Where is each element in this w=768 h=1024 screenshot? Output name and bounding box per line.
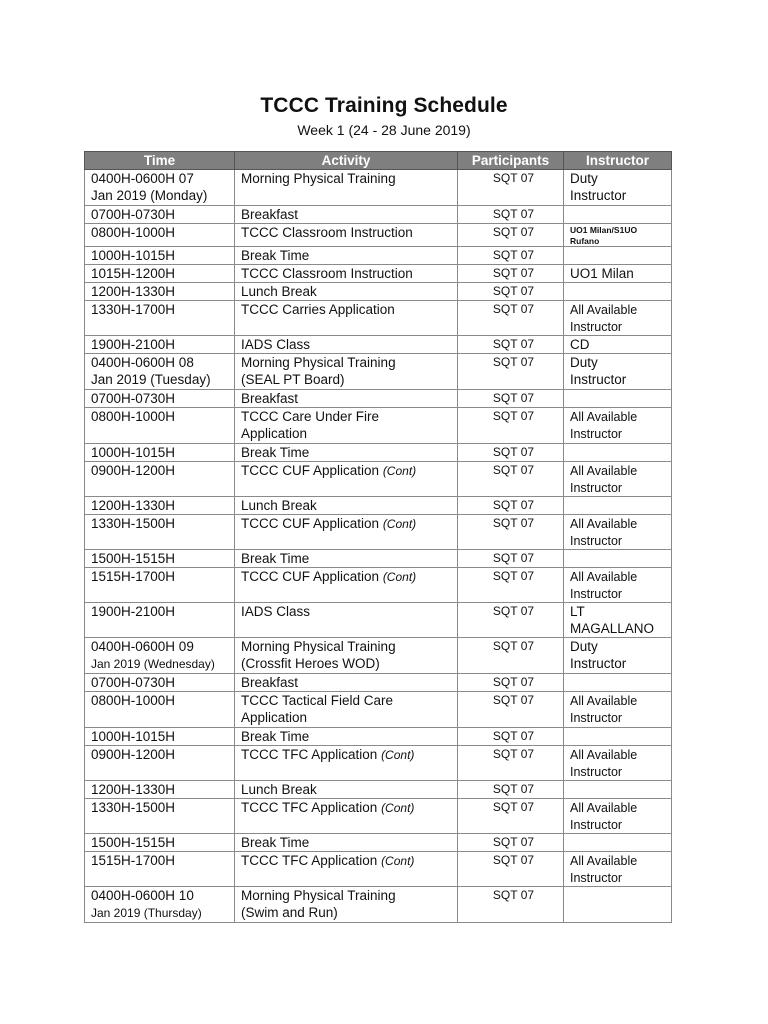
instructor-cell bbox=[564, 408, 672, 444]
table-row bbox=[85, 301, 672, 336]
participants-cell: SQT 07 bbox=[458, 497, 564, 515]
table-row bbox=[85, 497, 672, 515]
time-text: 1330H-1500H bbox=[91, 516, 176, 531]
activity-cont-note: (Cont) bbox=[382, 570, 417, 584]
activity-detail-text: (Swim and Run) bbox=[241, 905, 338, 920]
activity-text: TCCC TFC Application bbox=[241, 800, 378, 815]
table-row bbox=[85, 852, 672, 887]
schedule-table bbox=[84, 151, 672, 923]
instructor-cell bbox=[564, 301, 672, 336]
activity-text: TCCC Classroom Instruction bbox=[241, 266, 413, 281]
time-text: 1330H-1700H bbox=[91, 302, 176, 317]
instructor-text: All Available bbox=[570, 570, 638, 584]
table-row bbox=[85, 834, 672, 852]
activity-text: Morning Physical Training bbox=[241, 888, 396, 903]
time-cell bbox=[85, 354, 235, 390]
instructor-text-line2: Instructor bbox=[570, 372, 627, 387]
instructor-text: All Available bbox=[570, 464, 638, 478]
instructor-cell bbox=[564, 674, 672, 692]
time-cell bbox=[85, 444, 235, 462]
participants-cell: SQT 07 bbox=[458, 247, 564, 265]
instructor-text-line2: Instructor bbox=[570, 587, 623, 601]
time-text: 0700H-0730H bbox=[91, 675, 176, 690]
instructor-cell bbox=[564, 497, 672, 515]
table-row bbox=[85, 247, 672, 265]
participants-cell: SQT 07 bbox=[458, 852, 564, 887]
activity-cell bbox=[235, 781, 458, 799]
activity-cont-note: (Cont) bbox=[381, 801, 415, 815]
activity-cell bbox=[235, 283, 458, 301]
instructor-cell bbox=[564, 390, 672, 408]
instructor-text-line2: Instructor bbox=[570, 818, 623, 832]
table-row bbox=[85, 746, 672, 781]
time-cell bbox=[85, 247, 235, 265]
time-cell bbox=[85, 408, 235, 444]
participants-cell: SQT 07 bbox=[458, 462, 564, 497]
instructor-text: UO1 Milan/S1UO bbox=[570, 225, 638, 235]
table-row bbox=[85, 265, 672, 283]
column-header-activity: Activity bbox=[235, 152, 458, 170]
time-text: 1200H-1330H bbox=[91, 782, 176, 797]
table-row bbox=[85, 638, 672, 674]
instructor-cell bbox=[564, 568, 672, 603]
participants-cell: SQT 07 bbox=[458, 550, 564, 568]
activity-text: TCCC TFC Application bbox=[241, 747, 378, 762]
instructor-text: All Available bbox=[570, 694, 638, 708]
time-text: 0800H-1000H bbox=[91, 225, 176, 240]
activity-cell bbox=[235, 224, 458, 247]
document-subtitle: Week 1 (24 - 28 June 2019) bbox=[297, 122, 471, 138]
activity-text: TCCC Carries Application bbox=[241, 302, 395, 317]
activity-cell bbox=[235, 170, 458, 206]
time-text: 0900H-1200H bbox=[91, 747, 176, 762]
activity-cell bbox=[235, 603, 458, 638]
activity-cont-note: (Cont) bbox=[382, 464, 417, 478]
activity-detail-text: Application bbox=[241, 710, 308, 725]
column-header-participants: Participants bbox=[458, 152, 564, 170]
table-row bbox=[85, 568, 672, 603]
participants-cell: SQT 07 bbox=[458, 781, 564, 799]
time-cell bbox=[85, 265, 235, 283]
instructor-cell bbox=[564, 746, 672, 781]
instructor-cell bbox=[564, 170, 672, 206]
activity-text: Morning Physical Training bbox=[241, 639, 396, 654]
participants-cell: SQT 07 bbox=[458, 746, 564, 781]
table-row bbox=[85, 674, 672, 692]
activity-text: TCCC CUF Application bbox=[241, 463, 380, 478]
instructor-cell bbox=[564, 781, 672, 799]
activity-text: Break Time bbox=[241, 835, 310, 850]
instructor-text-line2: Instructor bbox=[570, 534, 623, 548]
time-text: 1515H-1700H bbox=[91, 853, 176, 868]
participants-cell: SQT 07 bbox=[458, 887, 564, 923]
participants-cell: SQT 07 bbox=[458, 834, 564, 852]
activity-text: Break Time bbox=[241, 248, 310, 263]
time-cell bbox=[85, 206, 235, 224]
instructor-cell bbox=[564, 638, 672, 674]
time-cell bbox=[85, 781, 235, 799]
time-cell bbox=[85, 301, 235, 336]
table-row bbox=[85, 408, 672, 444]
instructor-cell bbox=[564, 265, 672, 283]
instructor-cell bbox=[564, 550, 672, 568]
time-cell bbox=[85, 515, 235, 550]
participants-cell: SQT 07 bbox=[458, 170, 564, 206]
participants-cell: SQT 07 bbox=[458, 692, 564, 728]
activity-text: TCCC CUF Application bbox=[241, 516, 380, 531]
participants-cell: SQT 07 bbox=[458, 568, 564, 603]
column-header-instructor: Instructor bbox=[564, 152, 672, 170]
time-text: 1515H-1700H bbox=[91, 569, 176, 584]
instructor-cell bbox=[564, 206, 672, 224]
participants-cell: SQT 07 bbox=[458, 354, 564, 390]
time-text: 1200H-1330H bbox=[91, 498, 176, 513]
instructor-cell bbox=[564, 444, 672, 462]
activity-cont-note: (Cont) bbox=[381, 748, 415, 762]
time-text: 0400H-0600H 08 bbox=[91, 355, 194, 370]
participants-cell: SQT 07 bbox=[458, 224, 564, 247]
time-text: 1015H-1200H bbox=[91, 266, 176, 281]
time-cell bbox=[85, 692, 235, 728]
time-cell bbox=[85, 390, 235, 408]
time-cell bbox=[85, 462, 235, 497]
activity-cell bbox=[235, 390, 458, 408]
activity-cell bbox=[235, 692, 458, 728]
time-text: 1330H-1500H bbox=[91, 800, 176, 815]
time-cell bbox=[85, 799, 235, 834]
time-cell bbox=[85, 568, 235, 603]
table-row bbox=[85, 550, 672, 568]
activity-text: TCCC TFC Application bbox=[241, 853, 378, 868]
activity-text: TCCC Classroom Instruction bbox=[241, 225, 413, 240]
time-text: 1500H-1515H bbox=[91, 551, 176, 566]
time-text: 0900H-1200H bbox=[91, 463, 176, 478]
activity-text: Lunch Break bbox=[241, 782, 317, 797]
participants-cell: SQT 07 bbox=[458, 603, 564, 638]
instructor-text: All Available bbox=[570, 517, 638, 531]
time-cell bbox=[85, 728, 235, 746]
instructor-text: All Available bbox=[570, 303, 638, 317]
time-cell bbox=[85, 852, 235, 887]
participants-cell: SQT 07 bbox=[458, 799, 564, 834]
instructor-cell bbox=[564, 336, 672, 354]
instructor-cell bbox=[564, 887, 672, 923]
instructor-text: UO1 Milan bbox=[570, 266, 634, 281]
time-cell bbox=[85, 170, 235, 206]
table-row bbox=[85, 781, 672, 799]
instructor-cell bbox=[564, 834, 672, 852]
instructor-cell bbox=[564, 852, 672, 887]
time-text: 0400H-0600H 10 bbox=[91, 888, 194, 903]
activity-text: Breakfast bbox=[241, 207, 299, 222]
table-row bbox=[85, 692, 672, 728]
participants-cell: SQT 07 bbox=[458, 283, 564, 301]
activity-text: Break Time bbox=[241, 445, 310, 460]
time-text: 0400H-0600H 07 bbox=[91, 171, 194, 186]
table-row bbox=[85, 444, 672, 462]
table-row bbox=[85, 206, 672, 224]
participants-cell: SQT 07 bbox=[458, 390, 564, 408]
activity-cell bbox=[235, 301, 458, 336]
time-text: 0400H-0600H 09 bbox=[91, 639, 194, 654]
time-cell bbox=[85, 497, 235, 515]
activity-text: Break Time bbox=[241, 729, 310, 744]
participants-cell: SQT 07 bbox=[458, 674, 564, 692]
time-cell bbox=[85, 834, 235, 852]
activity-cell bbox=[235, 247, 458, 265]
activity-text: Breakfast bbox=[241, 391, 299, 406]
activity-text: TCCC CUF Application bbox=[241, 569, 380, 584]
activity-detail-text: (Crossfit Heroes WOD) bbox=[241, 656, 380, 671]
time-text: 1200H-1330H bbox=[91, 284, 176, 299]
time-text: 0700H-0730H bbox=[91, 207, 176, 222]
column-header-time: Time bbox=[85, 152, 235, 170]
activity-cell bbox=[235, 444, 458, 462]
time-cell bbox=[85, 674, 235, 692]
table-row bbox=[85, 887, 672, 923]
instructor-cell bbox=[564, 728, 672, 746]
table-header-row bbox=[85, 152, 672, 170]
document-title: TCCC Training Schedule bbox=[260, 94, 508, 117]
instructor-cell bbox=[564, 247, 672, 265]
activity-cell bbox=[235, 265, 458, 283]
instructor-text-line2: Instructor bbox=[570, 188, 627, 203]
instructor-text: CD bbox=[570, 337, 590, 352]
instructor-text-line2: Instructor bbox=[570, 320, 623, 334]
activity-text: IADS Class bbox=[241, 604, 311, 619]
time-cell bbox=[85, 638, 235, 674]
instructor-cell bbox=[564, 224, 672, 247]
participants-cell: SQT 07 bbox=[458, 301, 564, 336]
time-date-text: Jan 2019 (Thursday) bbox=[91, 906, 202, 920]
time-date-text: Jan 2019 (Tuesday) bbox=[91, 372, 211, 387]
activity-text: Break Time bbox=[241, 551, 310, 566]
participants-cell: SQT 07 bbox=[458, 336, 564, 354]
time-date-text: Jan 2019 (Wednesday) bbox=[91, 657, 215, 671]
instructor-text: Duty bbox=[570, 355, 598, 370]
activity-cell bbox=[235, 497, 458, 515]
time-cell bbox=[85, 336, 235, 354]
activity-text: Lunch Break bbox=[241, 498, 317, 513]
time-cell bbox=[85, 746, 235, 781]
table-row bbox=[85, 603, 672, 638]
table-row bbox=[85, 336, 672, 354]
table-row bbox=[85, 224, 672, 247]
instructor-cell bbox=[564, 354, 672, 390]
instructor-cell bbox=[564, 603, 672, 638]
participants-cell: SQT 07 bbox=[458, 206, 564, 224]
activity-text: TCCC Tactical Field Care bbox=[241, 693, 394, 708]
time-cell bbox=[85, 887, 235, 923]
instructor-text: All Available bbox=[570, 801, 638, 815]
activity-text: Morning Physical Training bbox=[241, 355, 396, 370]
time-text: 0800H-1000H bbox=[91, 409, 176, 424]
instructor-text: LT bbox=[570, 604, 585, 619]
instructor-text-line2: Instructor bbox=[570, 427, 623, 441]
participants-cell: SQT 07 bbox=[458, 265, 564, 283]
participants-cell: SQT 07 bbox=[458, 408, 564, 444]
table-row bbox=[85, 283, 672, 301]
instructor-text: All Available bbox=[570, 748, 638, 762]
activity-cont-note: (Cont) bbox=[382, 517, 417, 531]
time-cell bbox=[85, 283, 235, 301]
table-row bbox=[85, 462, 672, 497]
activity-cell bbox=[235, 746, 458, 781]
time-text: 1000H-1015H bbox=[91, 729, 176, 744]
table-row bbox=[85, 170, 672, 206]
table-row bbox=[85, 354, 672, 390]
table-row bbox=[85, 728, 672, 746]
table-row bbox=[85, 515, 672, 550]
instructor-text-line2: Instructor bbox=[570, 765, 623, 779]
time-text: 0800H-1000H bbox=[91, 693, 176, 708]
participants-cell: SQT 07 bbox=[458, 515, 564, 550]
activity-cell bbox=[235, 206, 458, 224]
instructor-text: All Available bbox=[570, 854, 638, 868]
instructor-text-line2: Instructor bbox=[570, 871, 623, 885]
participants-cell: SQT 07 bbox=[458, 444, 564, 462]
instructor-cell bbox=[564, 515, 672, 550]
activity-cell bbox=[235, 834, 458, 852]
activity-text: IADS Class bbox=[241, 337, 311, 352]
activity-cell bbox=[235, 674, 458, 692]
instructor-cell bbox=[564, 283, 672, 301]
time-cell bbox=[85, 224, 235, 247]
activity-text: Lunch Break bbox=[241, 284, 317, 299]
activity-cell bbox=[235, 408, 458, 444]
activity-cell bbox=[235, 354, 458, 390]
activity-detail-text: (SEAL PT Board) bbox=[241, 372, 345, 387]
table-row bbox=[85, 799, 672, 834]
time-text: 1000H-1015H bbox=[91, 445, 176, 460]
time-cell bbox=[85, 550, 235, 568]
instructor-text-line2: MAGALLANO bbox=[570, 621, 655, 636]
instructor-text-line2: Instructor bbox=[570, 711, 623, 725]
activity-cell bbox=[235, 887, 458, 923]
activity-cell bbox=[235, 799, 458, 834]
instructor-text: Duty bbox=[570, 171, 598, 186]
activity-text: Morning Physical Training bbox=[241, 171, 396, 186]
activity-cont-note: (Cont) bbox=[381, 854, 415, 868]
activity-cell bbox=[235, 550, 458, 568]
participants-cell: SQT 07 bbox=[458, 728, 564, 746]
activity-cell bbox=[235, 336, 458, 354]
activity-cell bbox=[235, 728, 458, 746]
activity-text: Breakfast bbox=[241, 675, 299, 690]
instructor-text-line2: Instructor bbox=[570, 656, 627, 671]
participants-cell: SQT 07 bbox=[458, 638, 564, 674]
instructor-text: All Available bbox=[570, 410, 638, 424]
time-text: 1900H-2100H bbox=[91, 604, 176, 619]
activity-cell bbox=[235, 568, 458, 603]
table-row bbox=[85, 390, 672, 408]
time-text: 1900H-2100H bbox=[91, 337, 176, 352]
activity-cell bbox=[235, 515, 458, 550]
instructor-cell bbox=[564, 462, 672, 497]
instructor-text-line2: Rufano bbox=[570, 236, 600, 246]
instructor-text: Duty bbox=[570, 639, 598, 654]
time-date-text: Jan 2019 (Monday) bbox=[91, 188, 208, 203]
activity-cell bbox=[235, 462, 458, 497]
activity-detail-text: Application bbox=[241, 426, 308, 441]
activity-cell bbox=[235, 638, 458, 674]
time-cell bbox=[85, 603, 235, 638]
time-text: 0700H-0730H bbox=[91, 391, 176, 406]
time-text: 1000H-1015H bbox=[91, 248, 176, 263]
instructor-cell bbox=[564, 799, 672, 834]
instructor-text-line2: Instructor bbox=[570, 481, 623, 495]
activity-text: TCCC Care Under Fire bbox=[241, 409, 380, 424]
instructor-cell bbox=[564, 692, 672, 728]
schedule-body bbox=[85, 170, 672, 923]
time-text: 1500H-1515H bbox=[91, 835, 176, 850]
activity-cell bbox=[235, 852, 458, 887]
